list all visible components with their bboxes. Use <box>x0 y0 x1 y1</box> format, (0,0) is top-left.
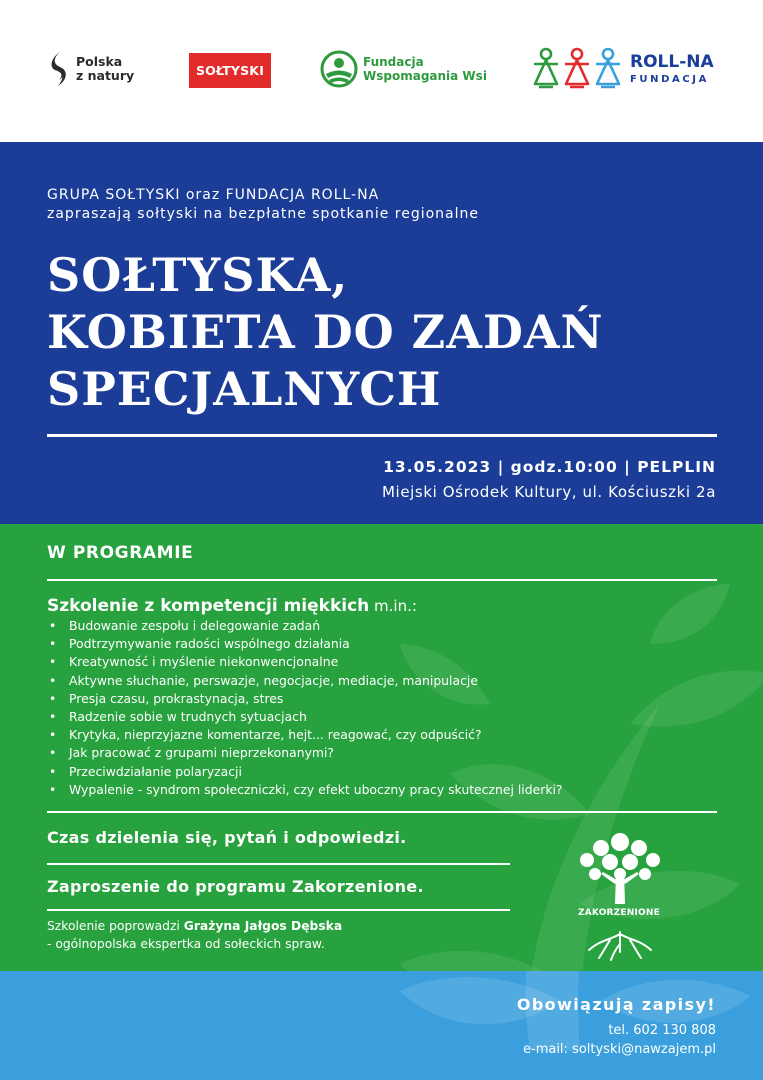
title-line3: SPECJALNYCH <box>47 362 442 416</box>
contact-email: e-mail: soltyski@nawzajem.pl <box>523 1042 716 1057</box>
list-item: • Jak pracować z grupami nieprzekonanymi? <box>47 744 563 762</box>
polska-z-natury-line1: Polska <box>76 54 123 69</box>
qa-session: Czas dzielenia się, pytań i odpowiedzi. <box>47 828 407 847</box>
fundacja-wsi-line2: Wspomagania Wsi <box>363 69 487 83</box>
trainer-info <box>47 917 342 953</box>
program-heading: W PROGRAMIE <box>47 543 194 563</box>
registration-notice: Obowiązują zapisy! <box>516 995 716 1014</box>
fundacja-wsi-line1: Fundacja <box>363 55 424 69</box>
header-section <box>0 142 763 524</box>
program-divider-3 <box>47 863 510 865</box>
intro-text <box>47 186 479 224</box>
training-title-suffix: m.in.: <box>369 597 417 615</box>
training-topics-list <box>47 617 563 799</box>
list-item: • Kreatywność i myślenie niekonwencjonalne <box>47 653 563 671</box>
logos-band <box>0 0 763 142</box>
zakorzenione-invitation: Zaproszenie do programu Zakorzenione. <box>47 877 424 896</box>
roll-na-name: ROLL-NA <box>630 52 714 72</box>
trainer-line1 <box>47 917 342 935</box>
list-item: • Radzenie sobie w trudnych sytuacjach <box>47 708 563 726</box>
list-item: • Wypalenie - syndrom społeczniczki, czy efekt uboczny pracy skutecznej liderki? <box>47 781 563 799</box>
intro-line2: zapraszają sołtyski na bezpłatne spotkanie regionalne <box>47 206 479 222</box>
event-title <box>47 247 604 418</box>
program-divider-4 <box>47 909 510 911</box>
roll-na-logo <box>531 46 714 92</box>
fundacja-wspomagania-wsi-text <box>363 55 487 83</box>
field-sun-icon <box>320 50 358 88</box>
footer-section <box>0 971 763 1080</box>
list-item: • Aktywne słuchanie, perswazje, negocjacje, mediacje, manipulacje <box>47 672 563 690</box>
three-figures-icon <box>531 46 626 92</box>
roll-na-text <box>630 52 714 86</box>
polska-z-natury-text <box>76 55 134 83</box>
list-item: • Podtrzymywanie radości wspólnego działania <box>47 635 563 653</box>
title-line1: SOŁTYSKA, <box>47 248 349 302</box>
contact-phone: tel. 602 130 808 <box>608 1023 716 1038</box>
program-divider-top <box>47 579 717 581</box>
list-item: • Krytyka, nieprzyjazne komentarze, hejt... reagować, czy odpuścić? <box>47 726 563 744</box>
polska-z-natury-line2: z natury <box>76 68 135 83</box>
list-item: • Budowanie zespołu i delegowanie zadań <box>47 617 563 635</box>
program-divider-2 <box>47 811 717 813</box>
training-title <box>47 596 417 616</box>
trainer-name: Grażyna Jałgos Dębska <box>183 919 343 933</box>
polska-z-natury-logo <box>48 50 134 88</box>
fundacja-wspomagania-wsi-logo <box>320 50 487 88</box>
program-section <box>0 524 763 971</box>
zakorzenione-label: ZAKORZENIONE <box>578 908 660 918</box>
tree-roots-icon <box>565 822 675 962</box>
event-venue: Miejski Ośrodek Kultury, ul. Kościuszki 2a <box>382 483 716 501</box>
training-title-main: Szkolenie z kompetencji miękkich <box>47 596 370 616</box>
roll-na-sub: FUNDACJA <box>630 74 709 85</box>
intro-line1: GRUPA SOŁTYSKI oraz FUNDACJA ROLL-NA <box>47 187 380 203</box>
list-item: • Presja czasu, prokrastynacja, stres <box>47 690 563 708</box>
swirl-icon <box>48 50 70 88</box>
trainer-description: - ogólnopolska ekspertka od sołeckich spraw. <box>47 937 325 951</box>
list-item: • Przeciwdziałanie polaryzacji <box>47 763 563 781</box>
soltyski-logo: SOŁTYSKI <box>189 53 271 88</box>
header-divider <box>47 434 717 437</box>
trainer-prefix: Szkolenie poprowadzi <box>47 919 184 933</box>
title-line2: KOBIETA DO ZADAŃ <box>47 305 604 359</box>
event-date-time-place: 13.05.2023 | godz.10:00 | PELPLIN <box>383 458 716 476</box>
